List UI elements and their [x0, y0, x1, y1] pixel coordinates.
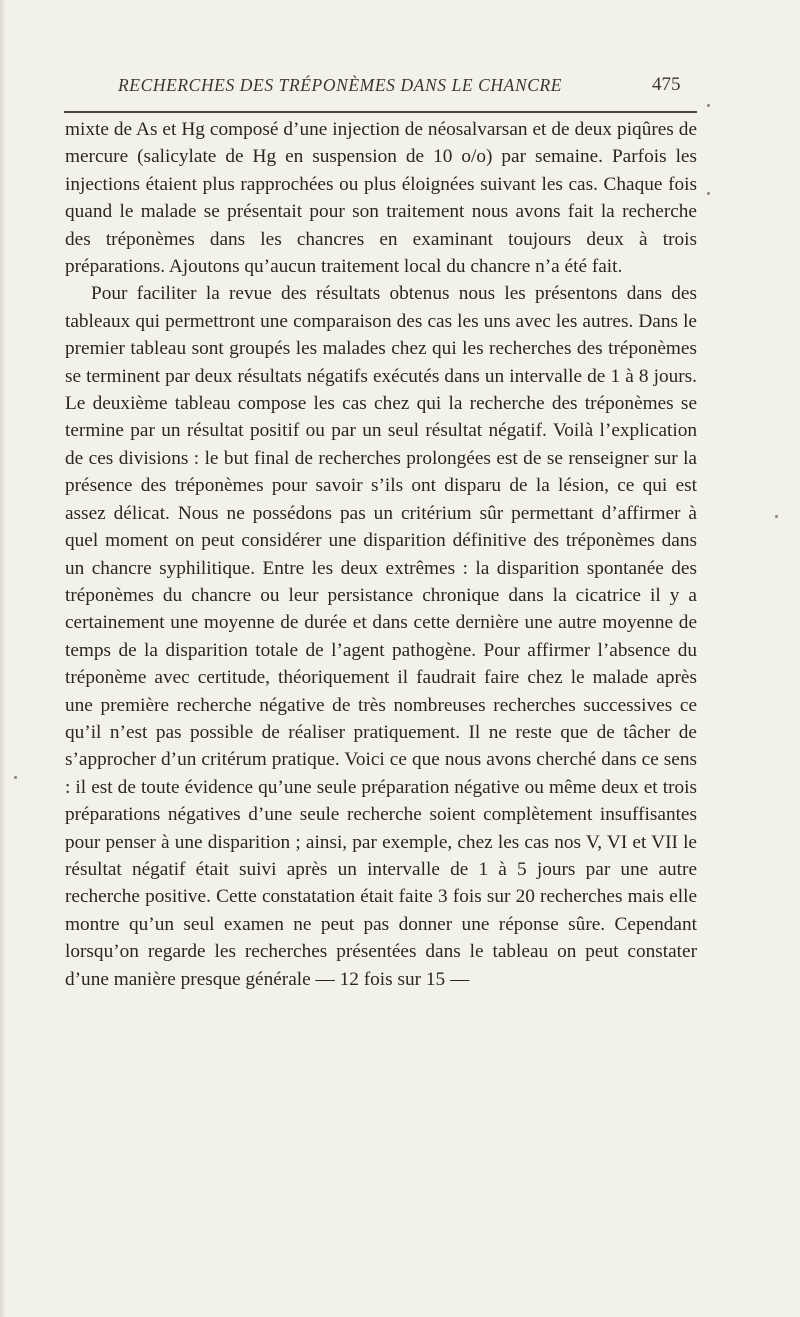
paper-speck — [707, 104, 710, 107]
paper-speck — [14, 776, 17, 779]
page-number: 475 — [652, 74, 681, 95]
page-gutter-shadow — [0, 0, 6, 1317]
running-head-title: RECHERCHES DES TRÉPONÈMES DANS LE CHANCRE — [118, 75, 563, 95]
paper-speck — [707, 192, 710, 195]
header-rule — [64, 111, 697, 113]
paragraph-continuation: mixte de As et Hg composé d’une injection de néosalvarsan et de deux piqûres de mercure (salicylate de Hg en suspension de 10 o/o) par semaine. Parfois les injections étaient plus rapprochées ou plus éloignées suivant les cas. Chaque fois quand le malade se présentait pour son traitement nous avons fait la recherche des tréponèmes dans les chancres en examinant toujours deux à trois préparations. Ajoutons qu’aucun traitement local du chancre n’a été fait. — [65, 119, 697, 278]
paper-speck — [775, 515, 778, 518]
paragraph-results: Pour faciliter la revue des résultats obtenus nous les présentons dans des tableaux qui permettront une comparaison des cas les uns avec les autres. Dans le premier tableau sont groupés les malades chez qui les recherches des tréponèmes se terminent par deux résultats négatifs exécutés dans un intervalle de 1 à 8 jours. Le deuxième tableau compose les cas chez qui la recherche des tréponèmes se termine par un résultat positif ou par un seul résultat négatif. Voilà l’explication de ces divisions : le but final de recherches prolongées est de se renseigner sur la présence des tréponèmes pour savoir s’ils ont disparu de la lésion, ce qui est assez délicat. Nous ne possédons pas un critérium sûr permettant d’affirmer à quel moment on peut considérer une disparition définitive des tréponèmes dans un chancre syphilitique. Entre les deux extrêmes : la disparition spontanée des tréponèmes du chancre ou leur persistance chronique dans la cicatrice il y a certainement une moyenne de durée et dans cette dernière une autre moyenne de temps de la disparition totale de l’agent pathogène. Pour affirmer l’absence du tréponème avec certitude, théoriquement il faudrait faire chez le malade après une première recherche négative de très nombreuses recherches successives ce qu’il n’est pas possible de réaliser pratiquement. Il ne reste que de tâcher de s’approcher d’un critérum pratique. Voici ce que nous avons cherché dans ce sens : il est de toute évidence qu’une seule préparation négative ou même deux et trois préparations négatives d’une seule recherche soient complètement insuffisantes pour penser à une disparition ; ainsi, par exemple, chez les cas nos V, VI et VII le résultat négatif était suivi après un intervalle de 1 à 5 jours par une autre recherche positive. Cette constatation était faite 3 fois sur 20 recherches mais elle montre qu’un seul examen ne peut pas donner une réponse sûre. Cependant lorsqu’on regarde les recherches présentées dans le tableau on peut constater d’une manière presque générale — 12 fois sur 15 — — [65, 283, 697, 990]
body-text — [65, 116, 697, 993]
